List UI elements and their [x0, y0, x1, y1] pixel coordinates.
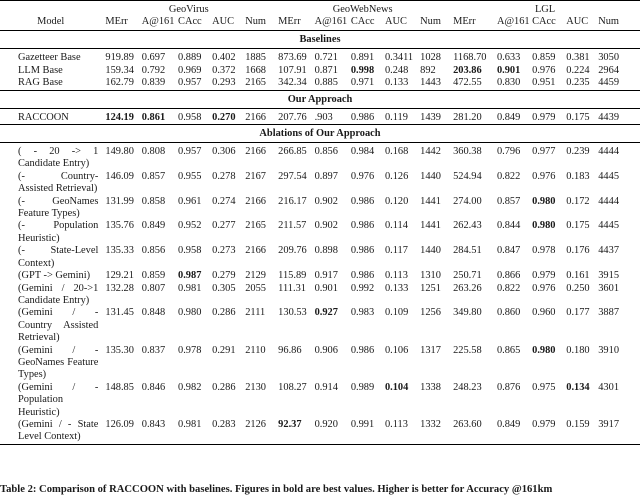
value-cell: 0.952 — [178, 220, 202, 232]
model-name-cell: (- Population Heuristic) — [18, 220, 99, 244]
value-cell: 0.633 — [496, 52, 521, 64]
value-cell: 2165 — [244, 77, 275, 90]
section-header-row — [0, 125, 640, 143]
value-cell: 1028 — [420, 52, 441, 64]
value-cell: 4437 — [598, 245, 620, 257]
value-cell: 0.177 — [566, 307, 590, 319]
value-cell: 0.979 — [531, 112, 565, 125]
value-cell: 131.99 — [105, 195, 134, 207]
value-cell: 0.822 — [496, 282, 521, 294]
value-cell: 0.159 — [565, 419, 597, 444]
section-header-row — [0, 31, 640, 49]
value-cell: 111.31 — [278, 282, 306, 294]
value-cell: 0.180 — [566, 344, 590, 356]
value-cell: 0.114 — [384, 220, 408, 232]
value-cell: 4445 — [598, 170, 620, 182]
value-cell: 0.998 — [350, 64, 375, 76]
value-cell: 0.278 — [212, 170, 236, 182]
table-row — [0, 171, 640, 196]
value-cell: 0.721 — [314, 52, 338, 64]
value-cell: 0.273 — [212, 245, 236, 257]
value-cell: .903 — [314, 112, 350, 125]
value-cell: 0.958 — [177, 112, 211, 125]
value-cell: 0.980 — [532, 344, 556, 356]
value-cell: 0.975 — [532, 381, 556, 393]
value-cell: 0.857 — [496, 195, 521, 207]
value-cell: 0.976 — [532, 282, 556, 294]
value-cell: 274.00 — [453, 195, 482, 207]
value-cell: 0.283 — [211, 419, 244, 444]
value-cell: 3915 — [598, 270, 620, 282]
value-cell: 0.248 — [384, 64, 409, 76]
table-row — [0, 196, 640, 221]
value-cell: 297.54 — [278, 170, 307, 182]
table-row — [0, 220, 640, 245]
value-cell: 1338 — [420, 381, 441, 393]
value-cell: 0.822 — [496, 170, 521, 182]
model-name-cell: RAG Base — [0, 77, 102, 90]
value-cell: 0.175 — [566, 220, 590, 232]
value-cell: 0.986 — [350, 195, 375, 207]
metric-header-cacc: CAcc — [350, 16, 384, 31]
metric-header-a161: A@161 — [141, 16, 177, 31]
value-cell: 0.981 — [178, 282, 202, 294]
group-header-geovirus: GeoVirus — [102, 1, 275, 17]
value-cell: 0.984 — [350, 146, 375, 158]
model-name-cell: (Gemini / - GeoNames Feature Types) — [18, 344, 99, 381]
value-cell: 0.113 — [384, 419, 419, 444]
value-cell: 0.183 — [566, 170, 590, 182]
value-cell: 0.119 — [384, 112, 419, 125]
value-cell: 2055 — [245, 282, 266, 294]
value-cell: 0.104 — [384, 381, 409, 393]
value-cell: 0.848 — [141, 307, 166, 319]
value-cell: 3917 — [597, 419, 640, 444]
group-header-lgl: LGL — [450, 1, 640, 17]
value-cell: 0.976 — [532, 170, 556, 182]
value-cell: 126.09 — [102, 419, 140, 444]
value-cell: 0.891 — [350, 52, 375, 64]
metric-header-auc: AUC — [384, 16, 419, 31]
value-cell: 1251 — [420, 282, 441, 294]
value-cell: 1885 — [245, 52, 266, 64]
value-cell: 0.846 — [141, 381, 166, 393]
model-name-cell: (- State-Level Context) — [18, 245, 99, 269]
model-name-cell: (Gemini / - Country Assisted Retrieval) — [18, 307, 99, 344]
value-cell: 0.961 — [178, 195, 202, 207]
value-cell: 0.235 — [565, 77, 597, 90]
value-cell: 0.372 — [212, 64, 236, 76]
value-cell: 1441 — [420, 195, 441, 207]
value-cell: 0.901 — [496, 64, 521, 76]
value-cell: 0.986 — [350, 270, 375, 282]
value-cell: 360.38 — [453, 146, 482, 158]
table-row — [0, 283, 640, 308]
value-cell: 0.224 — [566, 64, 590, 76]
value-cell: 2167 — [245, 170, 266, 182]
value-cell: 0.978 — [532, 245, 556, 257]
value-cell: 0.161 — [566, 270, 590, 282]
value-cell: 132.28 — [105, 282, 134, 294]
value-cell: 0.250 — [566, 282, 590, 294]
model-name-cell: (- GeoNames Feature Types) — [18, 195, 99, 220]
value-cell: 0.849 — [141, 220, 166, 232]
value-cell: 3601 — [598, 282, 620, 294]
value-cell: 149.80 — [105, 146, 134, 158]
value-cell: 0.876 — [496, 381, 521, 393]
value-cell: 1668 — [245, 64, 266, 76]
value-cell: 0.971 — [350, 77, 384, 90]
metric-header-a161: A@161 — [314, 16, 350, 31]
value-cell: 0.927 — [314, 307, 338, 319]
value-cell: 3910 — [598, 344, 620, 356]
metric-header-num: Num — [597, 16, 640, 31]
value-cell: 1443 — [419, 77, 450, 90]
value-cell: 0.839 — [141, 77, 177, 90]
value-cell: 203.86 — [453, 64, 482, 76]
value-cell: 0.897 — [314, 170, 338, 182]
value-cell: 2166 — [244, 112, 275, 125]
value-cell: 0.859 — [532, 52, 556, 64]
value-cell: 3887 — [598, 307, 620, 319]
model-name-cell: (GPT -> Gemini) — [18, 270, 91, 282]
value-cell: 0.861 — [141, 112, 177, 125]
value-cell: 96.86 — [278, 344, 302, 356]
group-header-geowebnews: GeoWebNews — [275, 1, 450, 17]
value-cell: 0.134 — [566, 381, 590, 393]
value-cell: 2166 — [245, 195, 266, 207]
value-cell: 0.830 — [496, 77, 531, 90]
value-cell: 0.865 — [496, 344, 521, 356]
value-cell: 0.277 — [212, 220, 236, 232]
table-row — [0, 245, 640, 270]
value-cell: 2964 — [598, 64, 620, 76]
value-cell: 1332 — [419, 419, 450, 444]
value-cell: 0.986 — [350, 245, 375, 257]
value-cell: 0.986 — [350, 344, 375, 356]
value-cell: 0.126 — [384, 170, 409, 182]
section-title: Baselines — [0, 31, 640, 49]
value-cell: 0.133 — [384, 77, 419, 90]
value-cell: 0.979 — [531, 419, 565, 444]
value-cell: 124.19 — [102, 112, 140, 125]
value-cell: 0.306 — [212, 146, 236, 158]
value-cell: 0.920 — [314, 419, 350, 444]
value-cell: 0.120 — [384, 195, 409, 207]
value-cell: 262.43 — [453, 220, 482, 232]
value-cell: 0.902 — [314, 220, 338, 232]
metric-header-cacc: CAcc — [531, 16, 565, 31]
value-cell: 2110 — [245, 344, 266, 356]
value-cell: 0.871 — [314, 64, 338, 76]
value-cell: 0.987 — [178, 270, 202, 282]
value-cell: 0.239 — [566, 146, 590, 158]
value-cell: 284.51 — [453, 245, 482, 257]
value-cell: 0.175 — [565, 112, 597, 125]
value-cell: 0.885 — [314, 77, 350, 90]
model-name-cell: LLM Base — [18, 64, 63, 76]
table-row — [0, 270, 640, 282]
value-cell: 0.989 — [350, 381, 375, 393]
value-cell: 0.847 — [496, 245, 521, 257]
table-row — [0, 307, 640, 344]
value-cell: 0.957 — [177, 77, 211, 90]
value-cell: 135.33 — [105, 245, 134, 257]
model-name-cell: ( - 20 -> 1 Candidate Entry) — [18, 146, 99, 170]
value-cell: 0.381 — [566, 52, 590, 64]
table-row — [0, 65, 640, 77]
value-cell: 349.80 — [453, 307, 482, 319]
value-cell: 0.849 — [496, 112, 531, 125]
value-cell: 0.807 — [141, 282, 166, 294]
value-cell: 1168.70 — [453, 52, 487, 64]
value-cell: 0.286 — [212, 307, 236, 319]
value-cell: 209.76 — [278, 245, 307, 257]
value-cell: 0.951 — [531, 77, 565, 90]
value-cell: 0.176 — [566, 245, 590, 257]
value-cell: 0.866 — [496, 270, 521, 282]
value-cell: 0.843 — [141, 419, 177, 444]
value-cell: 2111 — [245, 307, 266, 319]
value-cell: 0.991 — [350, 419, 384, 444]
value-cell: 0.168 — [384, 146, 409, 158]
value-cell: 0.857 — [141, 170, 166, 182]
value-cell: 130.53 — [278, 307, 307, 319]
value-cell: 2166 — [245, 146, 266, 158]
value-cell: 4301 — [598, 381, 620, 393]
value-cell: 0.844 — [496, 220, 521, 232]
value-cell: 148.85 — [105, 381, 134, 393]
value-cell: 207.76 — [275, 112, 313, 125]
value-cell: 0.856 — [314, 146, 338, 158]
section-title: Our Approach — [0, 90, 640, 108]
value-cell: 0.976 — [532, 64, 556, 76]
metric-header-num: Num — [244, 16, 275, 31]
value-cell: 1439 — [419, 112, 450, 125]
value-cell: 0.986 — [350, 220, 375, 232]
model-name-cell: (- Country-Assisted Retrieval) — [18, 170, 99, 195]
model-name-cell: RACCOON — [0, 112, 102, 125]
metric-header-merr: MErr — [450, 16, 496, 31]
value-cell: 146.09 — [105, 170, 134, 182]
metric-header-cacc: CAcc — [177, 16, 211, 31]
value-cell: 0.981 — [177, 419, 211, 444]
value-cell: 0.849 — [496, 419, 531, 444]
section-header-row — [0, 90, 640, 108]
value-cell: 115.89 — [278, 270, 307, 282]
value-cell: 472.55 — [450, 77, 496, 90]
table-body — [0, 31, 640, 444]
value-cell: 1310 — [420, 270, 441, 282]
value-cell: 0.917 — [314, 270, 338, 282]
table-row — [0, 77, 640, 90]
value-cell: 0.3411 — [384, 52, 414, 64]
section-title: Ablations of Our Approach — [0, 125, 640, 143]
value-cell: 159.34 — [105, 64, 134, 76]
value-cell: 0.286 — [212, 381, 236, 393]
value-cell: 129.21 — [105, 270, 134, 282]
value-cell: 342.34 — [275, 77, 313, 90]
header-group-row — [0, 1, 640, 17]
value-cell: 0.274 — [212, 195, 236, 207]
value-cell: 135.30 — [105, 344, 134, 356]
value-cell: 1256 — [420, 307, 441, 319]
value-cell: 0.270 — [211, 112, 244, 125]
value-cell: 1442 — [420, 146, 441, 158]
metric-header-auc: AUC — [211, 16, 244, 31]
value-cell: 0.976 — [350, 170, 375, 182]
value-cell: 0.856 — [141, 245, 166, 257]
value-cell: 248.23 — [453, 381, 482, 393]
model-name-cell: (Gemini / - Population Heuristic) — [18, 381, 99, 418]
value-cell: 892 — [420, 64, 436, 76]
value-cell: 0.133 — [384, 282, 409, 294]
model-column-header: Model — [0, 16, 102, 31]
value-cell: 0.837 — [141, 344, 166, 356]
metric-header-merr: MErr — [102, 16, 140, 31]
value-cell: 4445 — [598, 220, 620, 232]
value-cell: 0.291 — [212, 344, 236, 356]
metric-header-a161: A@161 — [496, 16, 531, 31]
value-cell: 0.977 — [532, 146, 556, 158]
table-caption: Table 2: Comparison of RACCOON with baselines. Figures in bold are best values. Higher is better for Accuracy @161km — [0, 484, 553, 495]
value-cell: 0.697 — [141, 52, 166, 64]
value-cell: 4459 — [597, 77, 640, 90]
value-cell: 0.983 — [350, 307, 375, 319]
value-cell: 524.94 — [453, 170, 482, 182]
value-cell: 216.17 — [278, 195, 307, 207]
value-cell: 0.901 — [314, 282, 338, 294]
model-name-cell: (Gemini / - State Level Context) — [0, 419, 102, 444]
value-cell: 0.980 — [532, 195, 556, 207]
value-cell: 1317 — [420, 344, 441, 356]
value-cell: 0.293 — [211, 77, 244, 90]
metric-header-num: Num — [419, 16, 450, 31]
value-cell: 0.305 — [212, 282, 236, 294]
value-cell: 266.85 — [278, 146, 307, 158]
value-cell: 0.792 — [141, 64, 166, 76]
value-cell: 2126 — [244, 419, 275, 444]
table-row — [0, 146, 640, 171]
table-row — [0, 382, 640, 419]
value-cell: 0.957 — [178, 146, 202, 158]
value-cell: 263.60 — [450, 419, 496, 444]
value-cell: 0.955 — [178, 170, 202, 182]
value-cell: 107.91 — [278, 64, 307, 76]
value-cell: 0.898 — [314, 245, 338, 257]
value-cell: 2165 — [245, 220, 266, 232]
value-cell: 919.89 — [105, 52, 134, 64]
value-cell: 0.808 — [141, 146, 166, 158]
header-metric-row — [0, 16, 640, 31]
value-cell: 0.860 — [496, 307, 521, 319]
value-cell: 0.172 — [566, 195, 590, 207]
table-row — [0, 345, 640, 382]
value-cell: 1440 — [420, 245, 441, 257]
value-cell: 0.969 — [178, 64, 202, 76]
value-cell: 1441 — [420, 220, 441, 232]
value-cell: 2130 — [245, 381, 266, 393]
value-cell: 0.889 — [178, 52, 202, 64]
value-cell: 0.914 — [314, 381, 338, 393]
value-cell: 0.980 — [178, 307, 202, 319]
model-name-cell: (Gemini / 20->1 Candidate Entry) — [18, 282, 99, 306]
table-row — [0, 419, 640, 444]
value-cell: 0.992 — [350, 282, 375, 294]
value-cell: 263.26 — [453, 282, 482, 294]
metric-header-merr: MErr — [275, 16, 313, 31]
value-cell: 0.859 — [141, 270, 166, 282]
value-cell: 0.796 — [496, 146, 521, 158]
metric-header-auc: AUC — [565, 16, 597, 31]
value-cell: 92.37 — [275, 419, 313, 444]
value-cell: 0.106 — [384, 344, 409, 356]
value-cell: 0.402 — [212, 52, 236, 64]
value-cell: 0.117 — [384, 245, 408, 257]
value-cell: 4444 — [598, 146, 620, 158]
value-cell: 250.71 — [453, 270, 482, 282]
model-name-cell: Gazetteer Base — [18, 52, 81, 64]
value-cell: 281.20 — [450, 112, 496, 125]
value-cell: 108.27 — [278, 381, 307, 393]
value-cell: 0.979 — [532, 270, 556, 282]
table-row — [0, 112, 640, 125]
value-cell: 4444 — [598, 195, 620, 207]
value-cell: 0.113 — [384, 270, 408, 282]
value-cell: 2166 — [245, 245, 266, 257]
value-cell: 0.902 — [314, 195, 338, 207]
value-cell: 131.45 — [105, 307, 134, 319]
value-cell: 2129 — [245, 270, 266, 282]
value-cell: 0.986 — [350, 112, 384, 125]
value-cell: 4439 — [597, 112, 640, 125]
value-cell: 0.982 — [178, 381, 202, 393]
value-cell: 1440 — [420, 170, 441, 182]
value-cell: 0.109 — [384, 307, 409, 319]
value-cell: 162.79 — [102, 77, 140, 90]
value-cell: 135.76 — [105, 220, 134, 232]
value-cell: 0.279 — [212, 270, 236, 282]
value-cell: 0.858 — [141, 195, 166, 207]
value-cell: 0.978 — [178, 344, 202, 356]
value-cell: 0.958 — [178, 245, 202, 257]
value-cell: 3050 — [598, 52, 620, 64]
table-row — [0, 52, 640, 64]
value-cell: 225.58 — [453, 344, 482, 356]
value-cell: 211.57 — [278, 220, 307, 232]
value-cell: 0.906 — [314, 344, 338, 356]
value-cell: 873.69 — [278, 52, 307, 64]
value-cell: 0.960 — [532, 307, 556, 319]
value-cell: 0.980 — [532, 220, 556, 232]
